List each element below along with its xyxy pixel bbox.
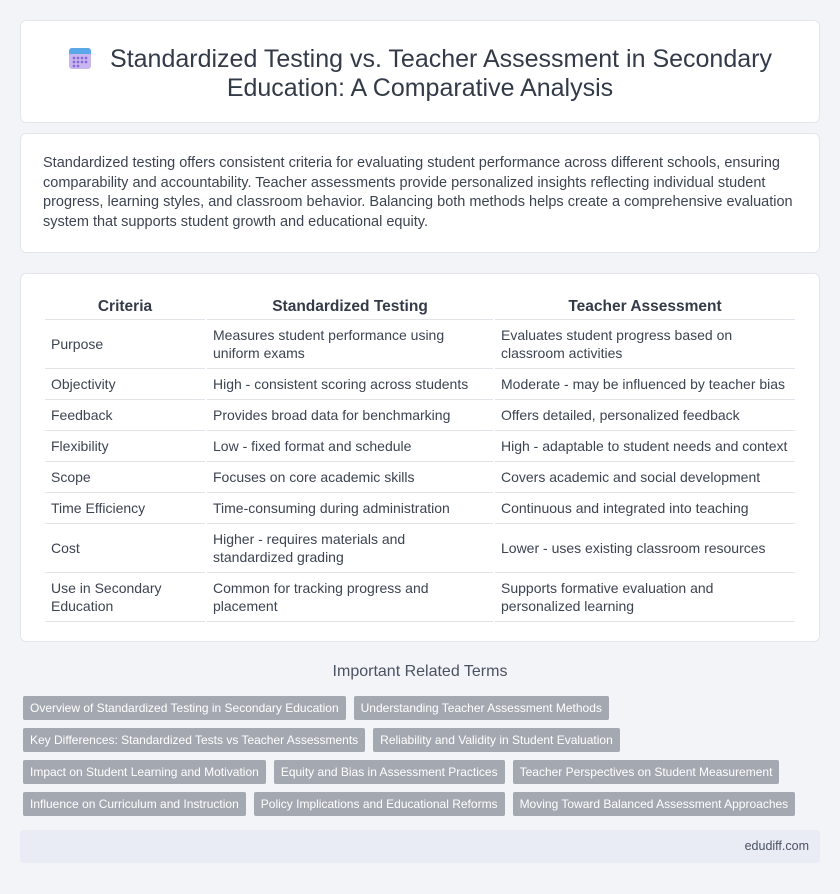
related-term-tag[interactable]: Key Differences: Standardized Tests vs Teacher Assessments bbox=[23, 728, 365, 752]
related-term-tag[interactable]: Understanding Teacher Assessment Methods bbox=[354, 696, 609, 720]
standardized-cell: Focuses on core academic skills bbox=[207, 462, 493, 493]
teacher-cell: Offers detailed, personalized feedback bbox=[495, 400, 795, 431]
related-terms-tags bbox=[23, 696, 823, 816]
criteria-cell: Purpose bbox=[45, 320, 205, 369]
calendar-icon bbox=[68, 46, 92, 70]
intro-text: Standardized testing offers consistent criteria for evaluating student performance across different schools, ensuring comparability and accountability. Teacher assessments provide personalized insights reflecting individual student progress, learning styles, and classroom behavior. Balancing both methods helps create a comprehensive evaluation system that supports student growth and educational equity. bbox=[43, 155, 793, 230]
table-row bbox=[45, 493, 795, 524]
related-term-tag[interactable]: Teacher Perspectives on Student Measurement bbox=[513, 760, 780, 784]
teacher-cell: Continuous and integrated into teaching bbox=[495, 493, 795, 524]
footer bbox=[20, 830, 820, 863]
footer-site-link[interactable]: edudiff.com bbox=[744, 839, 809, 853]
criteria-cell: Time Efficiency bbox=[45, 493, 205, 524]
intro-card bbox=[20, 133, 820, 253]
standardized-cell: Low - fixed format and schedule bbox=[207, 431, 493, 462]
related-term-tag[interactable]: Overview of Standardized Testing in Secondary Education bbox=[23, 696, 346, 720]
related-term-tag[interactable]: Moving Toward Balanced Assessment Approaches bbox=[513, 792, 796, 816]
standardized-cell: Time-consuming during administration bbox=[207, 493, 493, 524]
criteria-cell: Feedback bbox=[45, 400, 205, 431]
table-header-row bbox=[45, 294, 795, 320]
comparison-table bbox=[43, 294, 797, 622]
table-row bbox=[45, 524, 795, 573]
teacher-cell: Supports formative evaluation and personalized learning bbox=[495, 573, 795, 622]
criteria-cell: Cost bbox=[45, 524, 205, 573]
standardized-cell: Common for tracking progress and placement bbox=[207, 573, 493, 622]
related-term-tag[interactable]: Impact on Student Learning and Motivation bbox=[23, 760, 266, 784]
related-term-tag[interactable]: Influence on Curriculum and Instruction bbox=[23, 792, 246, 816]
criteria-cell: Objectivity bbox=[45, 369, 205, 400]
table-row bbox=[45, 320, 795, 369]
criteria-cell: Use in Secondary Education bbox=[45, 573, 205, 622]
table-row bbox=[45, 369, 795, 400]
page-title-text: Standardized Testing vs. Teacher Assessment in Secondary Education: A Comparative Analysis bbox=[110, 45, 772, 102]
table-row bbox=[45, 462, 795, 493]
comparison-table-card bbox=[20, 273, 820, 642]
header-criteria: Criteria bbox=[45, 294, 205, 320]
table-row bbox=[45, 431, 795, 462]
standardized-cell: Measures student performance using uniform exams bbox=[207, 320, 493, 369]
related-term-tag[interactable]: Equity and Bias in Assessment Practices bbox=[274, 760, 505, 784]
title-wrap bbox=[21, 45, 819, 103]
teacher-cell: High - adaptable to student needs and context bbox=[495, 431, 795, 462]
teacher-cell: Moderate - may be influenced by teacher bias bbox=[495, 369, 795, 400]
teacher-cell: Evaluates student progress based on classroom activities bbox=[495, 320, 795, 369]
related-term-tag[interactable]: Policy Implications and Educational Reforms bbox=[254, 792, 505, 816]
criteria-cell: Flexibility bbox=[45, 431, 205, 462]
table-row bbox=[45, 573, 795, 622]
related-term-tag[interactable]: Reliability and Validity in Student Evaluation bbox=[373, 728, 620, 752]
header-teacher-assessment: Teacher Assessment bbox=[495, 294, 795, 320]
related-terms-title: Important Related Terms bbox=[332, 663, 508, 680]
standardized-cell: Provides broad data for benchmarking bbox=[207, 400, 493, 431]
table-row bbox=[45, 400, 795, 431]
criteria-cell: Scope bbox=[45, 462, 205, 493]
standardized-cell: Higher - requires materials and standardized grading bbox=[207, 524, 493, 573]
teacher-cell: Covers academic and social development bbox=[495, 462, 795, 493]
teacher-cell: Lower - uses existing classroom resources bbox=[495, 524, 795, 573]
header-card bbox=[20, 20, 820, 123]
header-standardized-testing: Standardized Testing bbox=[207, 294, 493, 320]
page-title bbox=[61, 45, 779, 103]
standardized-cell: High - consistent scoring across students bbox=[207, 369, 493, 400]
